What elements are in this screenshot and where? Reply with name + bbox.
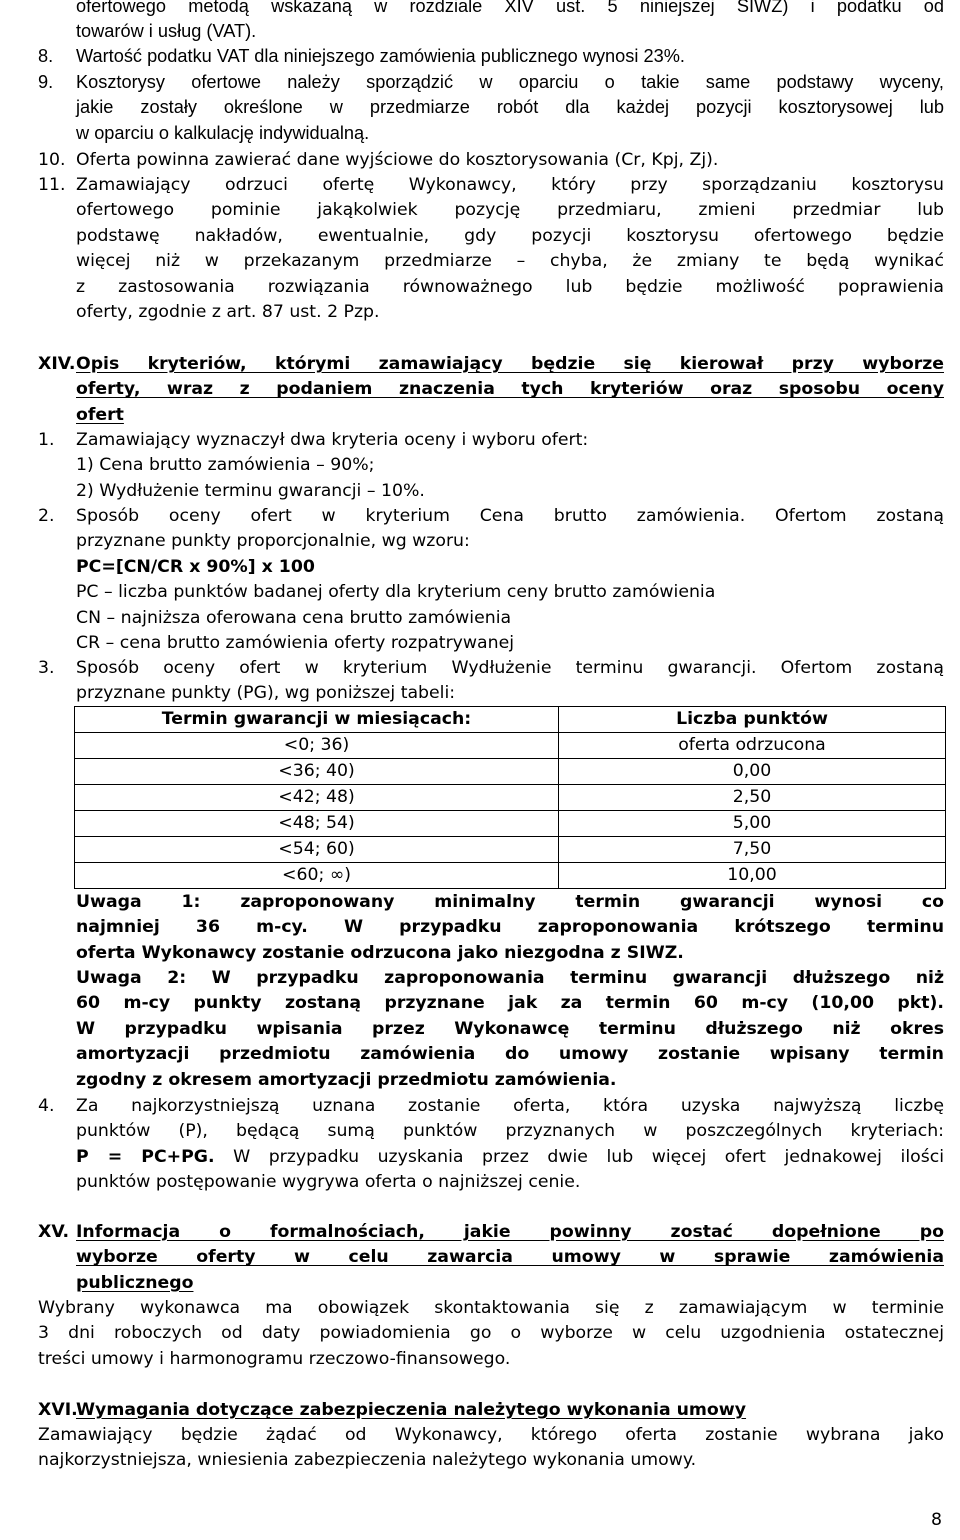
point-2-text: Sposób oceny ofert w kryterium Cena brutto zamówienia. Ofertom zostaną przyznane punkty proporcjonalnie, wg wzoru: PC=[CN/CR x 90%] x 100 PC – liczba punktów badanej oferty dla kryterium ceny brutto zamówienia CN – najniższa oferowana cena brutto zamówienia CR – cena brutto zamówienia oferty rozpatrywanej — [76, 504, 944, 656]
text-line: podstawę nakładów, ewentualnie, gdy pozycji kosztorysu ofertowego będzie — [76, 225, 944, 246]
continued-paragraph — [76, 0, 944, 45]
note-1: Uwaga 1: zaproponowany minimalny termin gwarancji wynosi co najmniej 36 m-cy. W przypadku zaproponowania krótszego terminu oferta Wykonawcy zostanie odrzucona jako niezgodna z SIWZ. — [76, 892, 944, 963]
item-number-10: 10. — [38, 150, 66, 170]
section-numeral-xv: XV. — [38, 1222, 70, 1242]
criterion-price: 1) Cena brutto zamówienia – 90%; — [76, 455, 375, 476]
item-number-9: 9. — [38, 72, 54, 92]
section-heading-xvi: Wymagania dotyczące zabezpieczenia należytego wykonania umowy — [76, 1400, 747, 1420]
table-row — [75, 863, 946, 889]
text-line: ofertowego metodą wskazaną w rozdziale XIV ust. 5 niniejszej SIWZ) i podatku od — [76, 0, 944, 16]
table-cell: <36; 40) — [75, 759, 559, 785]
table-row — [75, 811, 946, 837]
section-heading-xiv: Opis kryteriów, którymi zamawiający będzie się kierował przy wyborze oferty, wraz z podaniem znaczenia tych kryteriów oraz sposobu oceny ofert — [76, 354, 944, 425]
table-cell: 10,00 — [559, 863, 946, 889]
table-header-row — [75, 707, 946, 733]
point-number-1: 1. — [38, 430, 55, 450]
table-cell: <42; 48) — [75, 785, 559, 811]
point-number-3: 3. — [38, 658, 55, 678]
formula: PC=[CN/CR x 90%] x 100 — [76, 556, 315, 577]
table-row — [75, 785, 946, 811]
point-3-text: Sposób oceny ofert w kryterium Wydłużenie terminu gwarancji. Ofertom zostaną przyznane punkty (PG), wg poniższej tabeli: — [76, 658, 944, 704]
text-line: Kosztorysy ofertowe należy sporządzić w oparciu o takie same podstawy wyceny, — [76, 72, 944, 92]
definition-cr: CR – cena brutto zamówienia oferty rozpatrywanej — [76, 633, 515, 654]
table-cell: 7,50 — [559, 837, 946, 863]
note-2: Uwaga 2: W przypadku zaproponowania terminu gwarancji dłuższego niż 60 m-cy punkty zostaną przyznane jak za termin 60 m-cy (10,00 pkt). W przypadku wpisania przez Wykonawcę terminu dłuższego niż okres amortyzacji przedmiotu zamówienia do umowy zostanie wpisany termin zgodny z okresem amortyzacji przedmiotu zamówienia. — [76, 968, 944, 1090]
table-cell: <60; ∞) — [75, 863, 559, 889]
table-row — [75, 759, 946, 785]
point-number-2: 2. — [38, 506, 55, 526]
table-cell: <54; 60) — [75, 837, 559, 863]
section-xvi-body: Zamawiający będzie żądać od Wykonawcy, którego oferta zostanie wybrana jako najkorzystniejsza, wniesienia zabezpieczenia należytego wykonania umowy. — [38, 1425, 944, 1471]
table-cell: oferta odrzucona — [559, 733, 946, 759]
section-heading-xv: Informacja o formalnościach, jakie powinny zostać dopełnione po wyborze oferty w celu zawarcia umowy w sprawie zamówienia publicznego — [76, 1222, 944, 1293]
definition-cn: CN – najniższa oferowana cena brutto zamówienia — [76, 607, 512, 628]
point-number-4: 4. — [38, 1096, 55, 1116]
item-number-11: 11. — [38, 175, 66, 195]
table-row — [75, 837, 946, 863]
item-9-text — [76, 70, 944, 146]
text-line: towarów i usług (VAT). — [76, 21, 257, 42]
item-10-text: Oferta powinna zawierać dane wyjściowe do kosztorysowania (Cr, Kpj, Zj). — [76, 150, 719, 170]
section-numeral-xiv: XIV. — [38, 354, 76, 374]
table-cell: <0; 36) — [75, 733, 559, 759]
text-line: w oparciu o kalkulację indywidualną. — [76, 122, 370, 143]
item-8-text: Wartość podatku VAT dla niniejszego zamówienia publicznego wynosi 23%. — [76, 46, 685, 66]
text-line: z zastosowania rozwiązania równoważnego lub będzie możliwość poprawienia — [76, 276, 944, 297]
criterion-warranty: 2) Wydłużenie terminu gwarancji – 10%. — [76, 480, 425, 501]
text-line: Zamawiający odrzuci ofertę Wykonawcy, który przy sporządzaniu kosztorysu — [76, 175, 944, 195]
section-numeral-xvi: XVI. — [38, 1400, 78, 1420]
item-11-text — [76, 173, 944, 325]
definition-pc: PC – liczba punktów badanej oferty dla kryterium ceny brutto zamówienia — [76, 582, 716, 603]
text-line: ofertowego pominie jakąkolwiek pozycję przedmiaru, zmieni przedmiar lub — [76, 200, 944, 221]
total-formula: P = PC+PG. — [76, 1146, 215, 1167]
page-number: 8 — [931, 1510, 942, 1530]
text-line: oferty, zgodnie z art. 87 ust. 2 Pzp. — [76, 302, 380, 323]
table-cell: 2,50 — [559, 785, 946, 811]
table-header-cell: Liczba punktów — [559, 707, 946, 733]
point-4-text: Za najkorzystniejszą uznana zostanie oferta, która uzyska najwyższą liczbę punktów (P), będącą sumą punktów przyznanych w poszczególnych kryteriach: P = PC+PG. W przypadku uzyskania przez dwie lub więcej ofert jednakowej ilości punktów postępowanie wygrywa oferta o najniższej cenie. — [76, 1096, 945, 1193]
table-cell: 0,00 — [559, 759, 946, 785]
warranty-points-table — [74, 706, 946, 889]
table-cell: 5,00 — [559, 811, 946, 837]
table-row — [75, 733, 946, 759]
item-number-8: 8. — [38, 46, 54, 66]
table-cell: <48; 54) — [75, 811, 559, 837]
text-line: więcej niż w przekazanym przedmiarze – chyba, że zmiany te będą wynikać — [76, 251, 944, 272]
table-header-cell: Termin gwarancji w miesiącach: — [75, 707, 559, 733]
point-1-text: Zamawiający wyznaczył dwa kryteria oceny i wyboru ofert: 1) Cena brutto zamówienia – 90%; 2) Wydłużenie terminu gwarancji – 10%. — [76, 428, 944, 504]
section-xv-body: Wybrany wykonawca ma obowiązek skontaktowania się z zamawiającym w terminie 3 dni roboczych od daty powiadomienia go o wyborze w celu uzgodnienia ostatecznej treści umowy i harmonogramu rzeczowo-finansowego. — [38, 1298, 944, 1369]
text-line: jakie zostały określone w przedmiarze robót dla każdej pozycji kosztorysowej lub — [76, 97, 944, 118]
